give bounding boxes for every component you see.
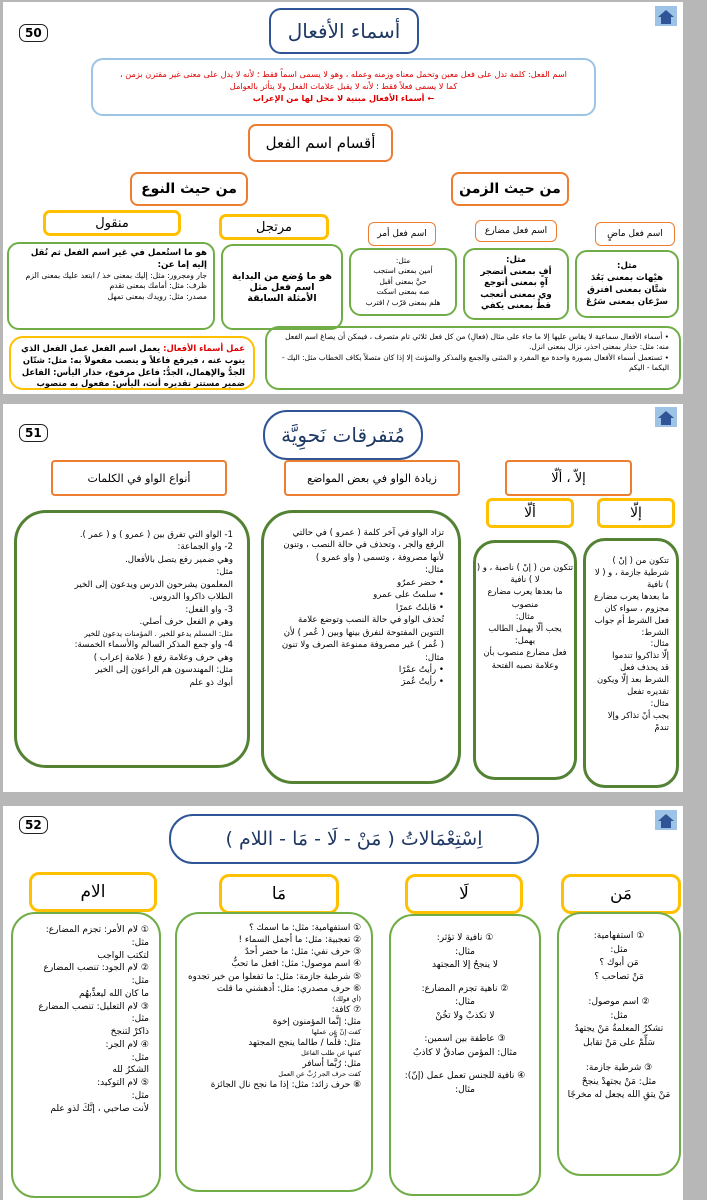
waw-extra-line: مثال:	[425, 565, 444, 576]
la-heading: لَا	[405, 874, 523, 914]
transferred-line: ظرف: مثل: أمامك بمعنى تقدم	[109, 281, 207, 291]
imperative-line: هلم بمعنى قرّب / اقترب	[365, 297, 441, 307]
man-line: مَن أبوك ؟	[599, 958, 639, 968]
ma-box	[175, 912, 373, 1192]
ma-line: كفت حرف الجر رُبَّ عن العمل	[278, 1070, 361, 1079]
ma-line: ⑦ كافة:	[331, 1004, 361, 1015]
waw-types-line: 3- واو الفعل:	[185, 604, 233, 615]
lam-line: ④ لام الجر:	[105, 1039, 149, 1050]
lam-line: مثل:	[131, 976, 149, 987]
past-line: شتَّان بمعنى افترق	[587, 285, 667, 295]
waw-types-line: 1- الواو التي تفرق بين ( عمرو ) و ( عمر ).	[79, 530, 233, 540]
page-title: أسماء الأفعال	[269, 8, 419, 54]
ma-line: كفتها عن طلب الفاعل	[301, 1049, 361, 1058]
present-heading: اسم فعل مضارع	[475, 220, 557, 242]
illa-line: مثال:	[650, 638, 669, 649]
ma-line: مثل: إنَّما المؤمنون إخوة	[272, 1016, 361, 1027]
illa-subheading: إلّا	[597, 498, 675, 528]
man-line: مثل: مَنْ يجتهدْ ينجحْ	[581, 1076, 657, 1087]
lam-line: مثل:	[131, 1052, 149, 1063]
home-icon[interactable]	[655, 810, 677, 830]
lam-line: مثل:	[131, 1014, 149, 1025]
waw-extra-heading: زيادة الواو في بعض المواضع	[284, 460, 460, 496]
ma-line: (أي قولك)	[333, 994, 361, 1003]
waw-extra-text: سلمتُ على عمرو	[373, 590, 437, 601]
improvised-box	[221, 244, 343, 330]
waw-extra-line: • رأيتُ عُمرَ	[401, 677, 444, 688]
ma-line: مثل: قلَّما / طالما ينجح المجتهد	[248, 1037, 361, 1048]
note-text: تستعمل أسماء الأفعال بصورة واحدة مع المفرد و المثنى والجمع والمذكر والمؤنث إلا إذا كان متصلاً بكاف الخطاب مثل: اليك - اليكما - اليكم	[282, 352, 669, 373]
lam-line: ① لام الأمر: تجزم المضارع:	[45, 925, 149, 935]
by-type-heading: من حيث النوع	[130, 172, 248, 206]
man-line: سَلِّمْ على مَنْ تقابل	[583, 1037, 655, 1048]
lam-line: مثل:	[131, 937, 149, 948]
waw-extra-line: • رأيتُ عمْرًا	[398, 664, 444, 675]
transferred-line: جار ومجرور: مثل: إليك بمعنى خذ / ابتعد عليك بمعنى الزم	[25, 271, 207, 281]
lam-line: ذاكرْ لتنجحَ	[110, 1027, 149, 1038]
sections-heading: أقسام اسم الفعل	[248, 124, 393, 162]
present-line: أفٍ بمعنى أتضجر	[480, 266, 552, 277]
improvised-line: الأمثلة السابقة	[247, 292, 317, 304]
definition-note: ← أسماء الأفعال مبنية لا محل لها من الإعراب	[252, 92, 435, 103]
page-number: 52	[19, 816, 48, 834]
past-box	[575, 250, 679, 318]
waw-types-line: أبوك ذو علم	[189, 677, 233, 688]
man-line: مثل:	[610, 1010, 628, 1021]
alla-line: يهمل:	[514, 635, 536, 646]
waw-types-line: وهي حرف وعلامة رفع ( علامة إعراب )	[93, 652, 233, 663]
transferred-line: مصدر: مثل: رويدك بمعنى تمهل	[107, 291, 207, 301]
lam-line: الشكرُ لله	[112, 1065, 149, 1076]
work-title: عمل أسماء الأفعال:	[163, 343, 245, 353]
lam-line: لأنت صاحبي ، إنَّكَ لذو علم	[50, 1103, 149, 1114]
illa-line: يجب أنْ تذاكر وإلا تندمْ	[607, 709, 669, 732]
alla-line: ما بعدها يعرب مضارع منصوب	[487, 586, 563, 609]
illa-box	[583, 538, 679, 788]
illa-line: إلّا تذاكروا تندموا	[612, 650, 669, 661]
page-number: 51	[19, 424, 48, 442]
illa-line: تتكون من ( إنْ ) شرطية جازمة ، و ( لا ) نافية	[594, 555, 669, 589]
past-heading: اسم فعل ماضٍ	[595, 222, 675, 246]
la-line: ④ نافية للجنس تعمل عمل (إنّ):	[404, 1071, 526, 1081]
ma-line: ⑥ حرف مصدري: مثل: أدهشني ما قلت	[216, 983, 361, 994]
lam-heading: الام	[29, 872, 157, 912]
present-line: مثل:	[506, 255, 526, 266]
notes-box	[265, 326, 681, 390]
illa-line: مثال:	[650, 698, 669, 709]
definition-box	[91, 58, 596, 116]
present-line: قطْ بمعنى يكفي	[481, 301, 551, 312]
lam-line: ③ لام التعليل: تنصب المضارع	[38, 1001, 149, 1012]
transferred-heading: منقول	[43, 210, 181, 236]
home-icon[interactable]	[655, 6, 677, 26]
past-line: هيْهات بمعنى بَعُدَ	[590, 272, 664, 283]
present-line: وي بمعنى أتعجب	[480, 289, 552, 300]
page-50	[3, 2, 683, 394]
past-line: سرْعان بمعنى سَرُعَ	[586, 297, 668, 308]
man-box	[557, 912, 681, 1176]
alla-box	[473, 540, 577, 780]
man-line: ② اسم موصول:	[588, 997, 650, 1007]
lam-box	[11, 912, 161, 1198]
alla-heading: ألّا	[486, 498, 574, 528]
waw-types-line: المعلمون يشرحون الدرس ويدعون إلى الخير	[74, 579, 233, 590]
past-line: مثل:	[617, 260, 637, 271]
man-line: مَنْ تصاحب ؟	[594, 971, 644, 982]
imperative-line: أمين بمعنى استجب	[373, 266, 433, 276]
man-line: ① استفهامية:	[593, 931, 645, 941]
waw-extra-line: • حضر عمرٌو	[396, 577, 444, 588]
work-body: يعمل اسم الفعل عمل الفعل الذي ينوب عنه ، فيرفع فاعلاً و ينصب مفعولاً به: مثل: شتّان الجدُّ والإهمال، الجدُّ: فاعل مرفوع، حذار اليأس: الفاعل ضمير مستتر تقديره أنت، اليأس: مفعول به منصوب	[21, 343, 245, 389]
waw-types-line: مثل: المسلم يدعو للخير . المؤمنات يدعون للخير	[84, 628, 233, 638]
imperative-line: صه بمعنى اسكت	[376, 287, 430, 297]
ma-line: ⑤ شرطية جازمة: مثل: ما تفعلوا من خير تجدوه	[188, 971, 361, 982]
page-title: اِسْتِعْمَالاتُ ( مَنْ - لَا - مَا - اللام )	[169, 814, 539, 864]
waw-types-line: الطلاب ذاكروا الدروس.	[149, 592, 233, 603]
waw-types-line: وهي ضمير رفع يتصل بالأفعال.	[125, 554, 233, 565]
la-line: مثال: المؤمن صادقٌ لا كاذبٌ	[412, 1047, 518, 1058]
alla-line: مثال:	[515, 610, 535, 621]
man-line: مَنْ يتقِ الله يجعل له مخرجًا	[567, 1090, 671, 1100]
illa-heading: إلاّ ، ألّا	[505, 460, 632, 496]
la-line: ① نافية لا تؤثر:	[436, 933, 494, 943]
imperative-heading: اسم فعل أمر	[368, 222, 436, 246]
la-line: مثال:	[455, 946, 475, 957]
man-line: مثل:	[610, 944, 628, 955]
lam-line: ② لام الجود: تنصب المضارع	[43, 963, 149, 974]
page-number: 50	[19, 24, 48, 42]
lam-line: لتكتب الواجب	[97, 950, 149, 961]
definition-line: اسم الفعل: كلمة تدل على فعل معين وتحمل معناه وزمنه وعمله ، وهو لا يسمى اسماً فقط ؛ لأنه لا يدل على معنى غير مقترن بزمن ،	[120, 69, 567, 80]
transferred-box	[7, 242, 215, 330]
lam-line: مثل:	[131, 1090, 149, 1101]
illa-line: قد يحذف فعل الشرط بعد إلّا ويكون تقديره تفعل	[596, 662, 669, 697]
page-title: مُتفرقات نَحوِيَّة	[263, 410, 423, 460]
waw-extra-text: رأيتُ عمْرًا	[398, 664, 437, 675]
man-line: ③ شرطية جازمة:	[585, 1063, 653, 1073]
imperative-line: حيَّ بمعنى أقبل	[379, 276, 427, 286]
waw-extra-text: رأيتُ عُمرَ	[401, 677, 437, 688]
present-box	[463, 248, 569, 320]
waw-types-line: مثل:	[216, 567, 233, 578]
note-item: • تستعمل أسماء الأفعال بصورة واحدة مع المفرد و المثنى والجمع والمذكر والمؤنث إلا إذا كان متصلاً بكاف الخطاب مثل: اليك - اليكما - اليكم	[282, 352, 669, 373]
by-time-heading: من حيث الزمن	[451, 172, 569, 206]
waw-types-line: وهي م الفعل حرف أصلي.	[139, 617, 233, 628]
note-text: أسماء الأفعال سماعية لا يقاس عليها إلا ما جاء على مثال (فعالِ) من كل فعل ثلاثي تام متصرف ، فيمكن أن يصاغ اسم الفعل منه: مثل: حذار بمعنى احذر، نزال بمعنى انزل.	[285, 332, 669, 352]
ma-line: كفت إنّ عن عملها	[311, 1027, 361, 1036]
improvised-line: هو ما وُضع من البداية اسم فعل مثل	[231, 270, 332, 293]
definition-line: كما لا يسمى فعلاً فقط ؛ لأنه لا يقبل علامات الفعل ولا يتأثر بالعوامل	[229, 81, 458, 92]
home-icon[interactable]	[655, 407, 677, 427]
waw-extra-line: • سلمتُ على عمرو	[373, 590, 444, 601]
waw-extra-box	[261, 510, 461, 784]
waw-extra-text: قابلتُ عمرًا	[395, 602, 437, 613]
improvised-heading: مرتجل	[219, 214, 329, 240]
lam-line: ما كان الله ليعذِّبهُم	[79, 988, 149, 999]
ma-line: ③ حرف نفي: مثل: ما حضر أحدٌ	[244, 947, 361, 958]
ma-line: ④ اسم موصول: مثل: افعل ما تحبُّ	[231, 959, 361, 970]
waw-extra-line: • قابلتُ عمرًا	[395, 602, 444, 613]
page-51	[3, 404, 683, 792]
alla-line: تتكون من ( إنْ ) ناصبة ، و ( لا ) نافية	[476, 562, 574, 585]
waw-extra-line: تزاد الواو في آخر كلمة ( عمرو ) في حالتي الرفع والجر ، وتحذف في حالة النصب ، وتنون لأنها مصروفة ، وتسمى ( واو عمرو )	[283, 528, 444, 563]
la-line: مثال:	[455, 1084, 475, 1095]
waw-types-box	[14, 510, 250, 768]
waw-types-line: مثل: المهندسون هم الراعون إلى الخير	[95, 665, 233, 676]
ma-heading: مَا	[219, 874, 339, 914]
la-line: مثال:	[455, 997, 475, 1007]
waw-types-heading: أنواع الواو في الكلمات	[51, 460, 227, 496]
alla-line: فعل مضارع منصوب بأن وعلامة نصبه الفتحة	[483, 647, 567, 670]
waw-types-line: 4- واو جمع المذكر السالم والأسماء الخمسة:	[74, 640, 233, 651]
ma-line: ② تعجبية: مثل: ما أجمل السماء !	[238, 935, 361, 946]
alla-line: يجب ألّا يهمل الطالب	[488, 622, 562, 633]
ma-line: ⑧ حرف زائد: مثل: إذا ما نجح نال الجائزة	[210, 1080, 361, 1091]
present-line: آهٍ بمعنى أتوجع	[484, 278, 548, 289]
ma-line: ① استفهامية: مثل: ما اسمك ؟	[249, 923, 361, 933]
lam-line: ⑤ لام التوكيد:	[97, 1078, 149, 1089]
la-line: ② ناهية تجزم المضارع:	[421, 983, 509, 994]
note-item: • أسماء الأفعال سماعية لا يقاس عليها إلا ما جاء على مثال (فعالِ) من كل فعل ثلاثي تام متصرف ، فيمكن أن يصاغ اسم الفعل منه: مثل: حذار بمعنى احذر، نزال بمعنى انزل.	[285, 332, 669, 352]
la-line: لا تكذبْ ولا تخُنْ	[435, 1010, 495, 1021]
work-box	[9, 336, 255, 390]
la-line: ③ عاطفة بين اسمين:	[424, 1034, 506, 1044]
man-heading: مَن	[561, 874, 681, 914]
waw-extra-text: حضر عمرٌو	[396, 577, 437, 588]
la-box	[389, 914, 541, 1196]
illa-line: ما بعدها يعرب مضارع مجزوم ، سواء كان فعل الشرط أم جواب الشرط:	[594, 590, 669, 637]
imperative-box	[349, 248, 457, 316]
transferred-line: هو ما استُعمل في غير اسم الفعل ثم نُقل إليه إما عن:	[30, 248, 207, 270]
page-52	[3, 806, 683, 1200]
waw-extra-line: مثال:	[425, 652, 444, 663]
waw-extra-line: تُحذف الواو في حالة النصب وتوضع علامة التنوين المفتوحة لنفرق بينها وبين ( عُمر ) لأن ( عُمر ) غير مصروفة ممنوعة الصرف ولا تنون	[281, 615, 444, 651]
ma-line: مثل: رُبَّما أسافر	[302, 1059, 361, 1070]
man-line: تشكرُ المعلمةُ مَنْ يجتهدُ	[574, 1024, 664, 1034]
la-line: لا ينجحُ إلا المجتهد	[431, 960, 499, 970]
imperative-line: مثل:	[395, 256, 411, 266]
waw-types-line: 2- واو الجماعة:	[177, 542, 233, 553]
